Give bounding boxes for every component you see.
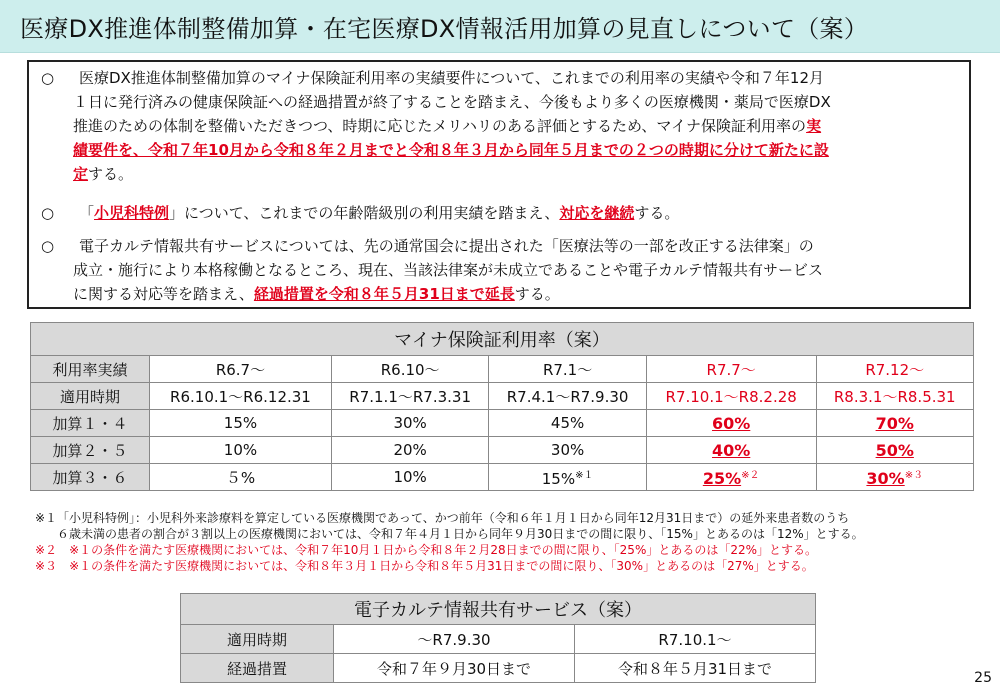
- table-cell: R7.4.1～R7.9.30: [489, 383, 646, 410]
- table-cell: R7.12～: [816, 356, 974, 383]
- table-row: [31, 410, 974, 437]
- bullet-1-emphasis: 実: [806, 117, 822, 135]
- bullet-2: [43, 201, 963, 225]
- row-label: 利用率実績: [31, 356, 150, 383]
- page-title: 医療DX推進体制整備加算・在宅医療DX情報活用加算の見直しについて（案）: [20, 15, 869, 43]
- table-cell: R8.3.1～R8.5.31: [816, 383, 974, 410]
- table-row: [31, 383, 974, 410]
- footnote-2: [35, 542, 864, 558]
- bullet-2-emphasis: 小児科特例: [94, 204, 170, 222]
- footnote-1b: ６歳未満の患者の割合が３割以上の医療機関においては、令和７年４月１日から同年９月30日までの間に限り、「15%」とあるのは「12%」とする。: [57, 527, 864, 541]
- table-cell: 30%: [489, 437, 646, 464]
- table-cell: [150, 464, 332, 491]
- bullet-1-line-2: １日に発行済みの健康保険証への経過措置が終了することを踏まえ、今後もより多くの医療機関・薬局で医療DX: [73, 93, 831, 111]
- row-label: 適用時期: [31, 383, 150, 410]
- table-row: [31, 464, 974, 491]
- table-cell: R7.10.1～R8.2.28: [646, 383, 816, 410]
- table-cell: R6.10.1～R6.12.31: [150, 383, 332, 410]
- table-cell: 令和７年９月30日まで: [334, 654, 575, 683]
- bullet-1-emphasis: 績要件を、令和７年10月から令和８年２月までと令和８年３月から同年５月までの２つの時期に分けて新たに設: [73, 141, 829, 159]
- table-cell: 10%: [150, 437, 332, 464]
- footnote-3: [35, 558, 864, 574]
- table-cell: 70%: [816, 410, 974, 437]
- table-cell: R7.1.1～R7.3.31: [331, 383, 488, 410]
- footnote-text: ※１の条件を満たす医療機関においては、令和７年10月１日から令和８年２月28日までの間に限り、「25%」とあるのは「22%」とする。: [69, 543, 818, 557]
- bullet-3-emphasis: 経過措置を令和８年５月31日まで延長: [253, 285, 515, 303]
- footnotes: [35, 510, 864, 574]
- table-row: [31, 356, 974, 383]
- footnote-mark: ※３: [35, 559, 58, 573]
- table-header: 電子カルテ情報共有サービス（案）: [181, 594, 816, 625]
- bullet-2-emphasis: 対応を継続: [559, 204, 635, 222]
- table-cell: 45%: [489, 410, 646, 437]
- table-cell: 30%: [331, 410, 488, 437]
- cell-value: 10%: [393, 468, 427, 486]
- bullet-1-line-3: [73, 114, 963, 138]
- bullet-3-line-3: [73, 282, 963, 306]
- footnote-mark: ※１: [575, 470, 594, 481]
- table-cell: 60%: [646, 410, 816, 437]
- table-cell: R7.1～: [489, 356, 646, 383]
- row-label: 適用時期: [181, 625, 334, 654]
- cell-value: ５%: [225, 468, 256, 487]
- table-cell: [816, 464, 974, 491]
- table-row: [181, 654, 816, 683]
- table-cell: R7.7～: [646, 356, 816, 383]
- cell-value: 25%: [702, 469, 742, 488]
- row-label: 加算３・６: [31, 464, 150, 491]
- bullet-1-text: 推進のための体制を整備いただきつつ、時期に応じたメリハリのある評価とするため、マイナ保険証利用率の: [73, 117, 807, 135]
- bullet-3-text: に関する対応等を踏まえ、: [73, 285, 254, 303]
- footnote-text: ※１の条件を満たす医療機関においては、令和８年３月１日から令和８年５月31日までの間に限り、「30%」とあるのは「27%」とする。: [69, 559, 814, 573]
- table-cell: 40%: [646, 437, 816, 464]
- bullet-2-tail: する。: [634, 204, 680, 222]
- footnote-mark: ※２: [741, 470, 760, 481]
- ehr-sharing-table: [180, 593, 816, 683]
- table-row: [31, 437, 974, 464]
- summary-box: [27, 60, 971, 309]
- bullet-3: [43, 234, 963, 306]
- table-cell: 50%: [816, 437, 974, 464]
- bullet-mark: ○: [41, 204, 55, 222]
- bullet-mark: ○: [41, 69, 55, 87]
- table-cell: [331, 464, 488, 491]
- bullet-3-line-2: 成立・施行により本格稼働となるところ、現在、当該法律案が未成立であることや電子カルテ情報共有サービス: [73, 261, 824, 279]
- bullet-1-line-1: 医療DX推進体制整備加算のマイナ保険証利用率の実績要件について、これまでの利用率の実績や令和７年12月: [79, 69, 825, 87]
- bullet-1: [43, 66, 963, 186]
- cell-value: 30%: [866, 469, 905, 488]
- table-cell: [646, 464, 816, 491]
- footnote-mark: ※３: [904, 470, 924, 481]
- table-cell: 令和８年５月31日まで: [575, 654, 816, 683]
- bullet-2-mid: 」について、これまでの年齢階級別の利用実績を踏まえ、: [169, 204, 560, 222]
- bullet-1-emphasis: 定: [73, 165, 89, 183]
- table-cell: ～R7.9.30: [334, 625, 575, 654]
- footnote-mark: ※２: [35, 543, 58, 557]
- page-number: 25: [974, 670, 992, 686]
- table-cell: [489, 464, 646, 491]
- table-cell: 15%: [150, 410, 332, 437]
- bullet-1-tail: する。: [88, 165, 134, 183]
- footnote-1a: ※１「小児科特例」：小児科外来診療料を算定している医療機関であって、かつ前年（令和６年１月１日から同年12月31日まで）の延外来患者数のうち: [35, 511, 850, 525]
- table-cell: R6.7～: [150, 356, 332, 383]
- title-bar: [0, 0, 1000, 53]
- table-cell: R6.10～: [331, 356, 488, 383]
- bullet-2-pre: 「: [79, 204, 95, 222]
- table-row: [181, 625, 816, 654]
- table-header: マイナ保険証利用率（案）: [31, 323, 974, 356]
- table-cell: R7.10.1～: [575, 625, 816, 654]
- bullet-3-line-1: 電子カルテ情報共有サービスについては、先の通常国会に提出された「医療法等の一部を改正する法律案」の: [79, 237, 814, 255]
- row-label: 加算１・４: [31, 410, 150, 437]
- mynumber-rate-table: [30, 322, 974, 491]
- bullet-1-line-4: [73, 138, 963, 162]
- bullet-2-line: [79, 201, 963, 225]
- bullet-3-tail: する。: [514, 285, 560, 303]
- bullet-1-line-5: [73, 162, 963, 186]
- row-label: 経過措置: [181, 654, 334, 683]
- cell-value: 15%: [541, 470, 576, 488]
- table-cell: 20%: [331, 437, 488, 464]
- bullet-mark: ○: [41, 237, 55, 255]
- row-label: 加算２・５: [31, 437, 150, 464]
